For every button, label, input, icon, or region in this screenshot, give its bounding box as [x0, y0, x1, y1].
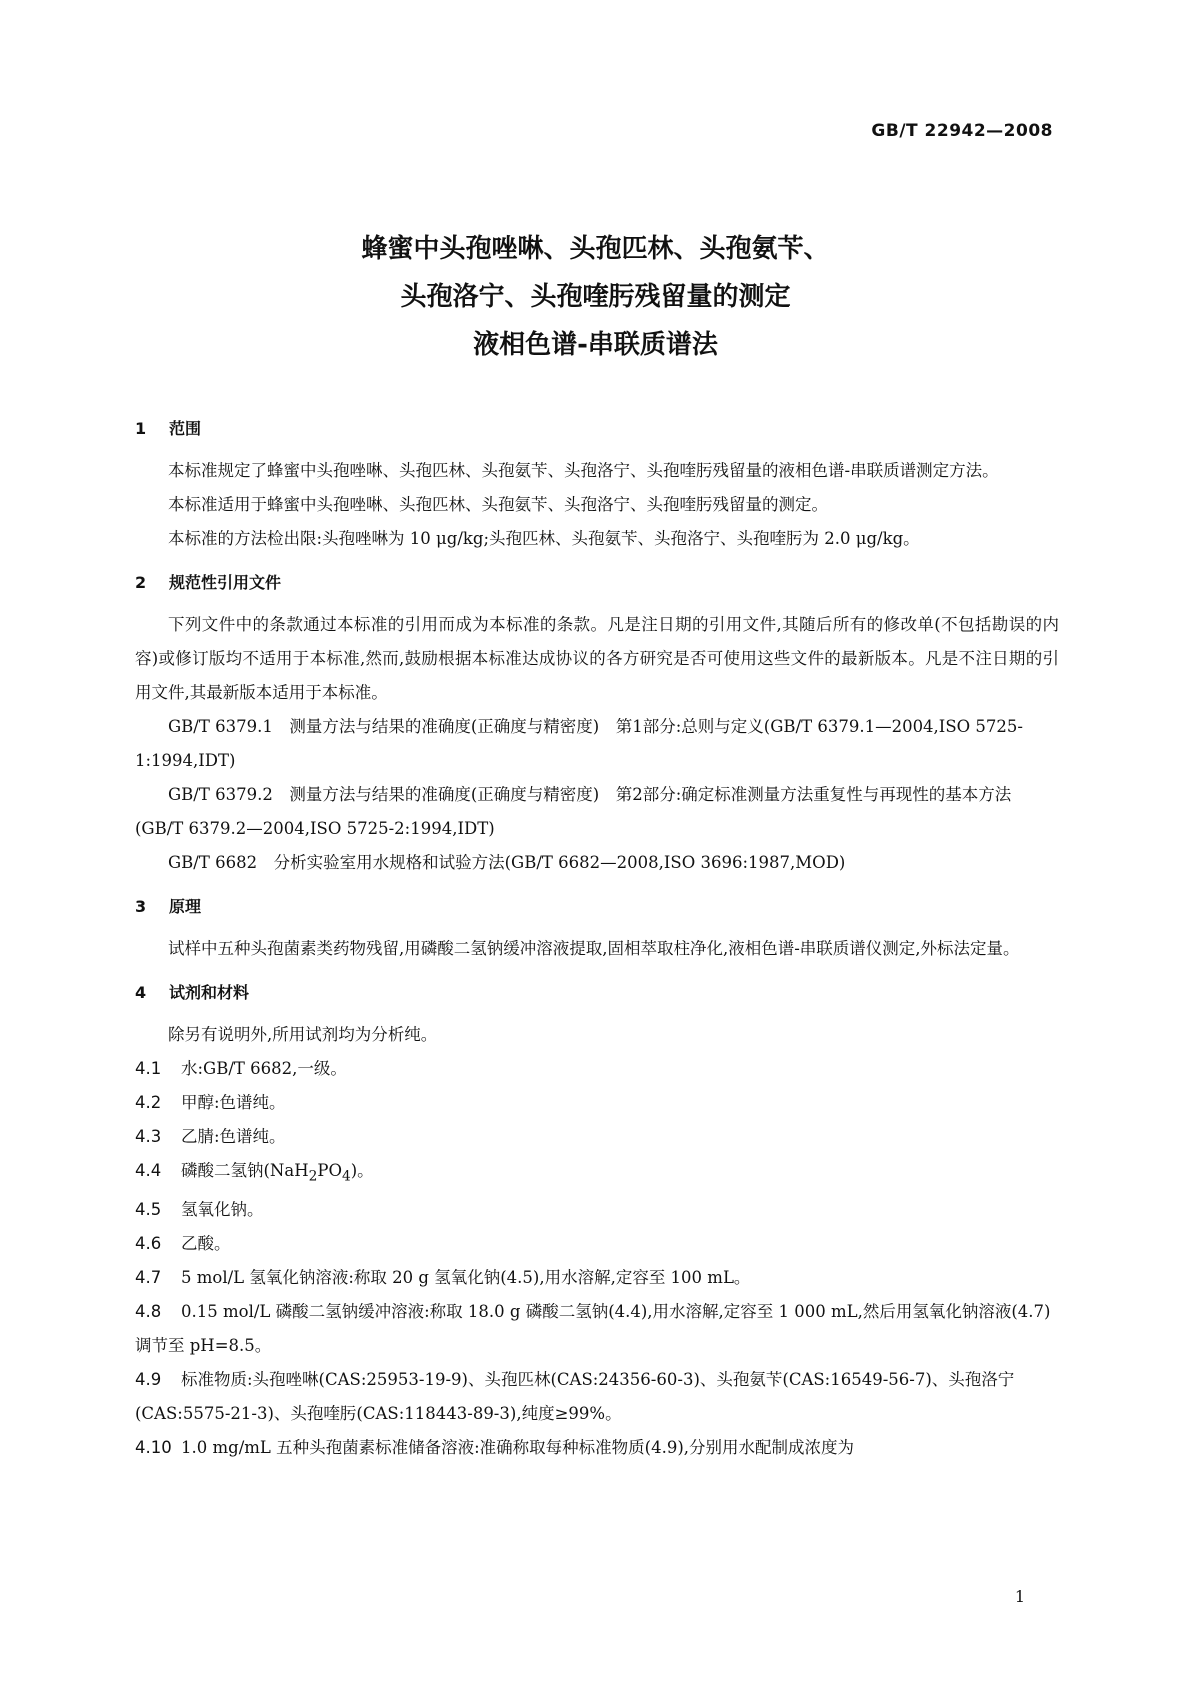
item-number: 4.10 — [135, 1438, 172, 1458]
paragraph: 下列文件中的条款通过本标准的引用而成为本标准的条款。凡是注日期的引用文件,其随后所有的修改单(不包括勘误的内容)或修订版均不适用于本标准,然而,鼓励根据本标准达成协议的各方研究是否可使用这些文件的最新版本。凡是不注日期的引用文件,其最新版本适用于本标准。 — [135, 615, 1059, 702]
document-body — [135, 412, 1059, 1465]
section-title: 试剂和材料 — [169, 983, 250, 1002]
item-number: 4.5 — [135, 1200, 162, 1220]
item-text: 0.15 mol/L 磷酸二氢钠缓冲溶液:称取 18.0 g 磷酸二氢钠(4.4),用水溶解,定容至 1 000 mL,然后用氢氧化钠溶液(4.7)调节至 pH=8.5。 — [135, 1302, 1051, 1356]
section-2-heading — [135, 566, 1059, 600]
item-number: 4.4 — [135, 1161, 162, 1180]
item-number: 4.1 — [135, 1059, 162, 1078]
section-1-heading — [135, 412, 1059, 446]
item-text: 标准物质:头孢唑啉(CAS:25953-19-9)、头孢匹林(CAS:24356-60-3)、头孢氨苄(CAS:16549-56-7)、头孢洛宁(CAS:5575-21-3)、头孢喹肟(CAS:118443-89-3),纯度≥99%。 — [135, 1370, 1015, 1424]
title-line-2: 头孢洛宁、头孢喹肟残留量的测定 — [400, 282, 791, 312]
section-title: 原理 — [169, 897, 202, 916]
section-4-heading — [135, 976, 1059, 1010]
normative-reference: GB/T 6682 分析实验室用水规格和试验方法(GB/T 6682—2008,ISO 3696:1987,MOD) — [168, 853, 846, 872]
standard-number: GB/T 22942—2008 — [871, 121, 1053, 141]
list-item — [135, 1086, 1059, 1120]
item-text: 1.0 mg/mL 五种头孢菌素标准储备溶液:准确称取每种标准物质(4.9),分别用水配制成浓度为 — [181, 1438, 855, 1458]
list-item — [135, 1363, 1059, 1431]
normative-reference: GB/T 6379.2 测量方法与结果的准确度(正确度与精密度) 第2部分:确定标准测量方法重复性与再现性的基本方法(GB/T 6379.2—2004,ISO 5725-2:1994,IDT) — [135, 785, 1012, 838]
list-item — [135, 1261, 1059, 1295]
item-text: 磷酸二氢钠(NaH — [181, 1161, 309, 1180]
title-line-1: 蜂蜜中头孢唑啉、头孢匹林、头孢氨苄、 — [361, 234, 830, 264]
paragraph: 试样中五种头孢菌素类药物残留,用磷酸二氢钠缓冲溶液提取,固相萃取柱净化,液相色谱-串联质谱仪测定,外标法定量。 — [168, 939, 1020, 958]
item-number: 4.3 — [135, 1127, 162, 1146]
page-number: 1 — [1014, 1587, 1025, 1606]
item-text: 甲醇:色谱纯。 — [181, 1093, 286, 1112]
paragraph: 本标准适用于蜂蜜中头孢唑啉、头孢匹林、头孢氨苄、头孢洛宁、头孢喹肟残留量的测定。 — [168, 495, 828, 514]
list-item — [135, 1431, 1059, 1465]
list-item — [135, 1154, 1059, 1193]
item-text: 水:GB/T 6682,一级。 — [181, 1059, 347, 1078]
section-number: 4 — [135, 983, 147, 1002]
item-text: 氢氧化钠。 — [181, 1200, 264, 1220]
item-number: 4.9 — [135, 1370, 162, 1390]
item-text: 5 mol/L 氢氧化钠溶液:称取 20 g 氢氧化钠(4.5),用水溶解,定容至 100 mL。 — [181, 1268, 751, 1288]
title-line-3: 液相色谱-串联质谱法 — [473, 330, 718, 360]
item-number: 4.8 — [135, 1302, 162, 1322]
document-title — [0, 225, 1191, 369]
list-item — [135, 1227, 1059, 1261]
item-text: 乙酸。 — [181, 1234, 231, 1254]
section-number: 1 — [135, 419, 147, 438]
paragraph: 本标准的方法检出限:头孢唑啉为 10 μg/kg;头孢匹林、头孢氨苄、头孢洛宁、头孢喹肟为 2.0 μg/kg。 — [168, 529, 920, 548]
item-number: 4.2 — [135, 1093, 162, 1112]
list-item — [135, 1052, 1059, 1086]
item-text: )。 — [350, 1161, 374, 1180]
section-number: 3 — [135, 897, 147, 916]
subscript: 4 — [342, 1168, 351, 1185]
item-number: 4.7 — [135, 1268, 162, 1288]
list-item — [135, 1295, 1059, 1363]
paragraph: 除另有说明外,所用试剂均为分析纯。 — [168, 1025, 438, 1044]
section-title: 范围 — [169, 419, 202, 438]
normative-reference: GB/T 6379.1 测量方法与结果的准确度(正确度与精密度) 第1部分:总则与定义(GB/T 6379.1—2004,ISO 5725-1:1994,IDT) — [135, 717, 1023, 770]
list-item — [135, 1193, 1059, 1227]
section-3-heading — [135, 890, 1059, 924]
item-number: 4.6 — [135, 1234, 162, 1254]
item-text: PO — [317, 1161, 342, 1180]
subscript: 2 — [308, 1168, 318, 1185]
paragraph: 本标准规定了蜂蜜中头孢唑啉、头孢匹林、头孢氨苄、头孢洛宁、头孢喹肟残留量的液相色谱-串联质谱测定方法。 — [168, 461, 999, 480]
section-title: 规范性引用文件 — [169, 573, 282, 592]
section-number: 2 — [135, 573, 147, 592]
list-item — [135, 1120, 1059, 1154]
item-text: 乙腈:色谱纯。 — [181, 1127, 286, 1146]
